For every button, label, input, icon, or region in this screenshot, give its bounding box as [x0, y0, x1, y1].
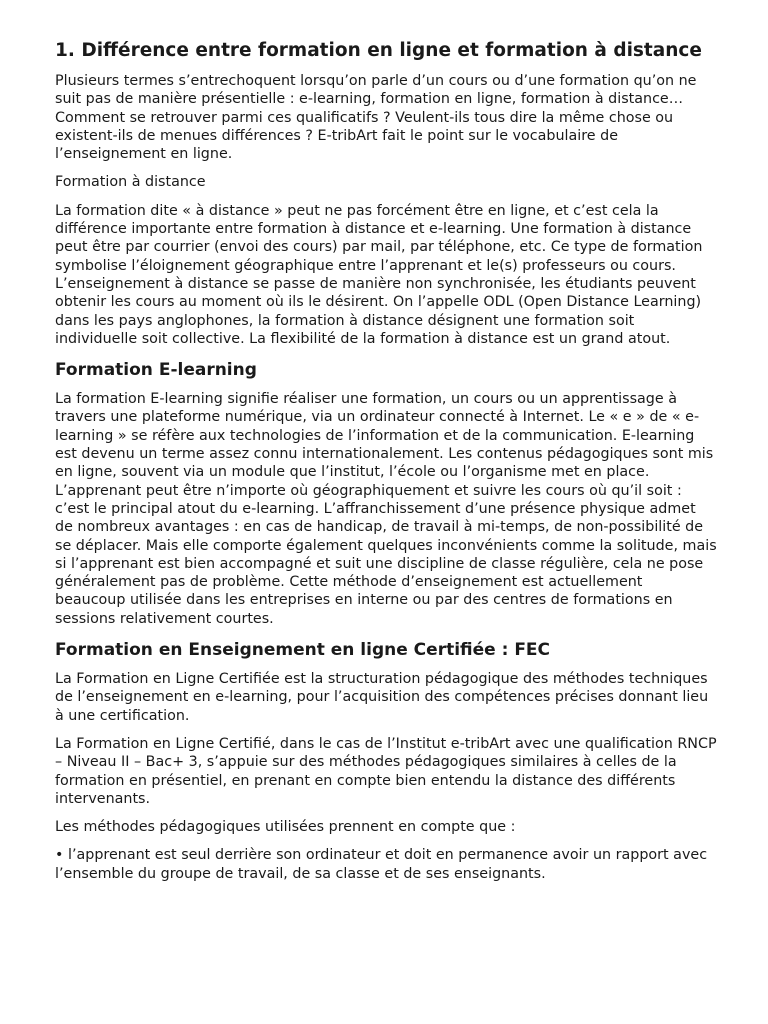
section-heading-difference: 1. Différence entre formation en ligne et formation à distance — [55, 40, 702, 61]
methods-intro-paragraph: Les méthodes pédagogiques utilisées prennent en compte que : — [55, 819, 516, 836]
section-heading-fec: Formation en Enseignement en ligne Certifiée : FEC — [55, 640, 551, 661]
subheading-formation-a-distance: Formation à distance — [55, 174, 206, 191]
distance-learning-paragraph: La formation dite « à distance » peut ne pas forcément être en ligne, et c’est cela la différence importante entre formation à distance et e-learning. Une formation à distance peut être par courrier (envoi des cours) par mail, par téléphone, etc. Ce type de formation symbolise l’éloignement géographique entre l’apprenant et le(s) professeurs ou cours. L’enseignement à distance se passe de manière non synchronisée, les étudiants peuvent obtenir les cours au moment où ils le désirent. On l’appelle ODL (Open Distance Learning) dans les pays anglophones, la formation à distance désignent une formation soit individuelle soit collective. La flexibilité de la formation à distance est un grand atout. — [55, 202, 703, 347]
section-heading-elearning: Formation E-learning — [55, 360, 257, 381]
elearning-paragraph: La formation E-learning signifie réaliser une formation, un cours ou un apprentissage à travers une plateforme numérique, via un ordinateur connecté à Internet. Le « e » de « e-learning » se réfère aux technologies de l’information et de la communication. E-learning est devenu un terme assez connu internationalement. Les contenus pédagogiques sont mis en ligne, souvent via un module que l’institut, l’école ou l’organisme met en place. L’apprenant peut être n’importe où géographiquement et suivre les cours où qu’il soit : c’est le principal atout du e-learning. L’affranchissement d’une présence physique admet de nombreux avantages : en cas de handicap, de travail à mi-temps, de non-possibilité de se déplacer. Mais elle comporte également quelques inconvénients comme la solitude, mais si l’apprenant est bien accompagné et suit une discipline de classe régulière, cela ne pose généralement pas de problème. Cette méthode d’enseignement est actuellement beaucoup utilisée dans les entreprises en interne ou par des centres de formations en sessions relativement courtes. — [55, 391, 717, 627]
bullet-list-item: • l’apprenant est seul derrière son ordinateur et doit en permanence avoir un rapport avec l’ensemble du groupe de travail, de sa classe et de ses enseignants. — [55, 847, 708, 882]
fec-definition-paragraph: La Formation en Ligne Certifiée est la structuration pédagogique des méthodes techniques de l’enseignement en e-learning, pour l’acquisition des compétences précises donnant lieu à une certification. — [55, 671, 709, 724]
document-page — [55, 38, 717, 893]
fec-etribart-paragraph: La Formation en Ligne Certifié, dans le cas de l’Institut e-tribArt avec une qualification RNCP – Niveau II – Bac+ 3, s’appuie sur des méthodes pédagogiques similaires à celles de la formation en présentiel, en prenant en compte bien entendu la distance des différents intervenants. — [55, 735, 717, 807]
intro-paragraph: Plusieurs termes s’entrechoquent lorsqu’on parle d’un cours ou d’une formation qu’on ne suit pas de manière présentielle : e-learning, formation en ligne, formation à distance… Comment se retrouver parmi ces qualificatifs ? Veulent-ils tous dire la même chose ou existent-ils de menues différences ? E-tribArt fait le point sur le vocabulaire de l’enseignement en ligne. — [55, 73, 697, 163]
